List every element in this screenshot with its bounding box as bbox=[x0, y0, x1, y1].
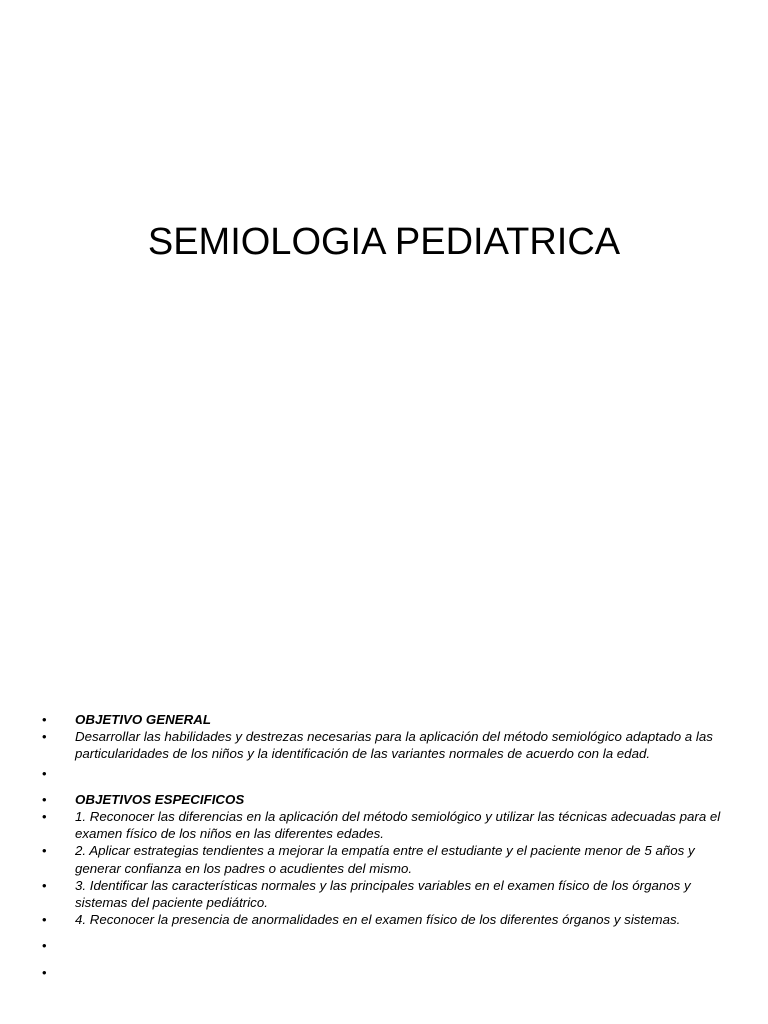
objetivo-3-text: 3. Identificar las características normales y las principales variables en el examen físico de los órganos y sistemas del paciente pediátrico. bbox=[75, 877, 691, 911]
list-item-objetivos-especificos-heading bbox=[42, 791, 732, 808]
bullet-icon: • bbox=[42, 843, 47, 859]
bullet-icon: • bbox=[42, 791, 47, 807]
list-item-objetivo-3 bbox=[42, 877, 732, 911]
bullet-icon: • bbox=[42, 765, 47, 781]
list-item-objetivo-2 bbox=[42, 842, 732, 876]
bullet-icon: • bbox=[42, 729, 47, 745]
list-item-objetivo-4 bbox=[42, 911, 732, 928]
objetivos-especificos-heading: OBJETIVOS ESPECIFICOS bbox=[75, 791, 245, 807]
list-item-empty bbox=[42, 937, 732, 954]
list-item-objetivo-general-heading bbox=[42, 711, 732, 728]
objetivo-4-text: 4. Reconocer la presencia de anormalidades en el examen físico de los diferentes órganos y sistemas. bbox=[75, 912, 681, 928]
list-item-objetivo-general-text bbox=[42, 728, 732, 762]
objetivo-1-text: 1. Reconocer las diferencias en la aplicación del método semiológico y utilizar las técnicas adecuadas para el examen físico de los niños en las diferentes edades. bbox=[75, 809, 721, 842]
list-item-empty bbox=[42, 964, 732, 981]
bullet-icon: • bbox=[42, 964, 47, 980]
bullet-icon: • bbox=[42, 809, 47, 824]
objetivo-general-text: Desarrollar las habilidades y destrezas necesarias para la aplicación del método semiológico adaptado a las particularidades de los niños y la identificación de las variantes normales de acuerdo con la edad. bbox=[75, 729, 713, 762]
list-item-empty bbox=[42, 765, 732, 782]
objectives-list bbox=[42, 711, 732, 981]
bullet-icon: • bbox=[42, 938, 47, 954]
bullet-icon: • bbox=[42, 877, 47, 893]
objetivo-general-heading: OBJETIVO GENERAL bbox=[75, 712, 211, 727]
slide-title: SEMIOLOGIA PEDIATRICA bbox=[147, 221, 621, 263]
bullet-icon: • bbox=[42, 712, 47, 727]
bullet-icon: • bbox=[42, 912, 47, 928]
list-item-objetivo-1 bbox=[42, 808, 732, 842]
objetivo-2-text: 2. Aplicar estrategias tendientes a mejorar la empatía entre el estudiante y el paciente menor de 5 años y generar confianza en los padres o acudientes del mismo. bbox=[75, 843, 695, 876]
